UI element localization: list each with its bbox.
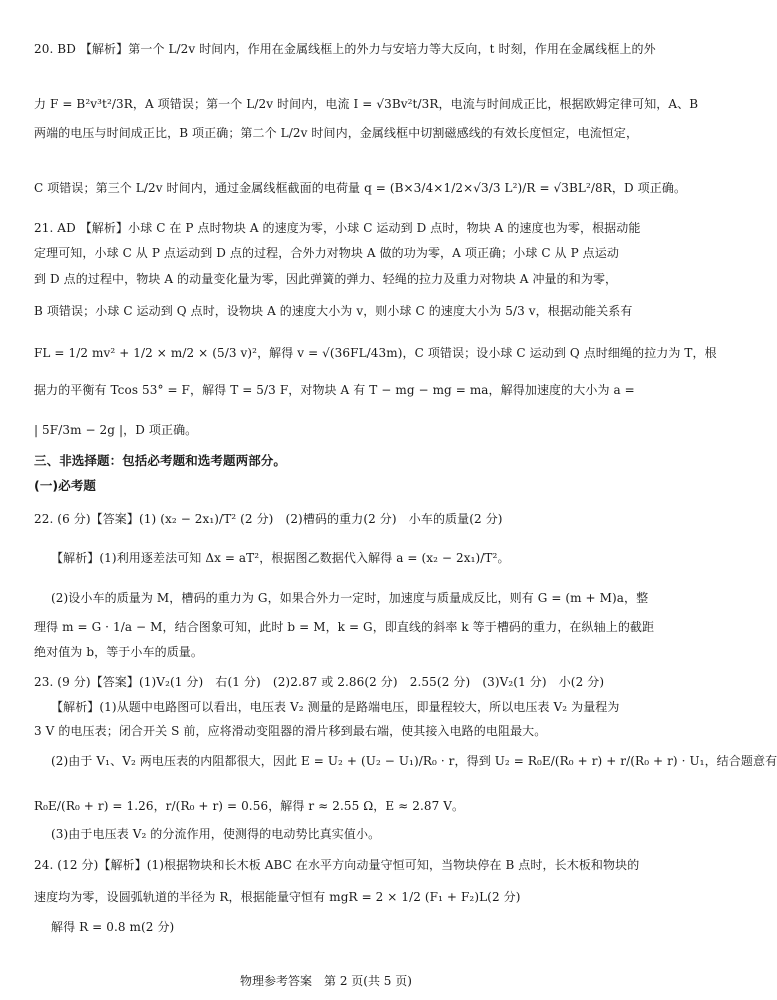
text-line: B 项错误；小球 C 运动到 Q 点时，设物块 A 的速度大小为 v，则小球 C 的速度大小为 5/3 v，根据动能关系有 bbox=[34, 304, 633, 318]
text-line: (2)设小车的质量为 M，槽码的重力为 G，如果合外力一定时，加速度与质量成反比，则有 G = (m + M)a，整 bbox=[51, 591, 649, 605]
text-line: 3 V 的电压表；闭合开关 S 前，应将滑动变阻器的滑片移到最右端，使其接入电路的电阻最大。 bbox=[34, 724, 547, 738]
text-line: 速度均为零，设圆弧轨道的半径为 R，根据能量守恒有 mgR = 2 × 1/2 (F₁ + F₂)L(2 分) bbox=[34, 890, 521, 904]
text-line: (2)由于 V₁、V₂ 两电压表的内阻都很大，因此 E = U₂ + (U₂ − U₁)/R₀ · r，得到 U₂ = R₀E/(R₀ + r) + r/(R₀ + r) · U₁，结合题意有 bbox=[51, 754, 777, 768]
text-line: 21. AD 【解析】小球 C 在 P 点时物块 A 的速度为零，小球 C 运动到 D 点时，物块 A 的速度也为零，根据动能 bbox=[34, 221, 641, 235]
text-line: 22. (6 分)【答案】(1) (x₂ − 2x₁)/T² (2 分) (2)槽码的重力(2 分) 小车的质量(2 分) bbox=[34, 512, 503, 526]
text-line: 定理可知，小球 C 从 P 点运动到 D 点的过程，合外力对物块 A 做的功为零，A 项正确；小球 C 从 P 点运动 bbox=[34, 246, 619, 260]
text-line: (3)由于电压表 V₂ 的分流作用，使测得的电动势比真实值小。 bbox=[51, 827, 381, 841]
text-line: 【解析】(1)利用逐差法可知 Δx = aT²，根据图乙数据代入解得 a = (x₂ − 2x₁)/T²。 bbox=[51, 551, 510, 565]
text-line: 【解析】(1)从题中电路图可以看出，电压表 V₂ 测量的是路端电压，即量程较大，所以电压表 V₂ 为量程为 bbox=[51, 700, 620, 714]
page-footer: 物理参考答案 第 2 页(共 5 页) bbox=[240, 974, 412, 988]
section-heading: 三、非选择题：包括必考题和选考题两部分。 bbox=[34, 453, 287, 468]
text-line: 理得 m = G · 1/a − M，结合图象可知，此时 b = M，k = G，即直线的斜率 k 等于槽码的重力，在纵轴上的截距 bbox=[34, 620, 655, 634]
text-line: 力 F = B²v³t²/3R，A 项错误；第一个 L/2v 时间内，电流 I = √3Bv²t/3R，电流与时间成正比，根据欧姆定律可知，A、B bbox=[34, 97, 699, 111]
text-line: 20. BD 【解析】第一个 L/2v 时间内，作用在金属线框上的外力与安培力等大反向，t 时刻，作用在金属线框上的外 bbox=[34, 42, 656, 56]
text-line: R₀E/(R₀ + r) = 1.26，r/(R₀ + r) = 0.56，解得 r ≈ 2.55 Ω，E ≈ 2.87 V。 bbox=[34, 799, 465, 813]
text-line: 绝对值为 b，等于小车的质量。 bbox=[34, 645, 203, 659]
text-line: 据力的平衡有 Tcos 53° = F，解得 T = 5/3 F，对物块 A 有 T − mg − mg = ma，解得加速度的大小为 a = bbox=[34, 383, 635, 397]
text-line: 到 D 点的过程中，物块 A 的动量变化量为零，因此弹簧的弹力、轻绳的拉力及重力对物块 A 冲量的和为零， bbox=[34, 272, 618, 286]
text-line: C 项错误；第三个 L/2v 时间内，通过金属线框截面的电荷量 q = (B×3/4×1/2×√3/3 L²)/R = √3BL²/8R，D 项正确。 bbox=[34, 181, 687, 195]
text-line: 24. (12 分)【解析】(1)根据物块和长木板 ABC 在水平方向动量守恒可知，当物块停在 B 点时，长木板和物块的 bbox=[34, 858, 640, 872]
section-heading: (一)必考题 bbox=[34, 478, 97, 493]
text-line: | 5F/3m − 2g |，D 项正确。 bbox=[34, 423, 198, 437]
text-line: 23. (9 分)【答案】(1)V₂(1 分) 右(1 分) (2)2.87 或 2.86(2 分) 2.55(2 分) (3)V₂(1 分) 小(2 分) bbox=[34, 675, 605, 689]
text-line: 解得 R = 0.8 m(2 分) bbox=[51, 920, 175, 934]
text-line: FL = 1/2 mv² + 1/2 × m/2 × (5/3 v)²，解得 v = √(36FL/43m)，C 项错误；设小球 C 运动到 Q 点时细绳的拉力为 T，根 bbox=[34, 346, 717, 360]
text-line: 两端的电压与时间成正比，B 项正确；第二个 L/2v 时间内，金属线框中切割磁感线的有效长度恒定，电流恒定， bbox=[34, 126, 639, 140]
